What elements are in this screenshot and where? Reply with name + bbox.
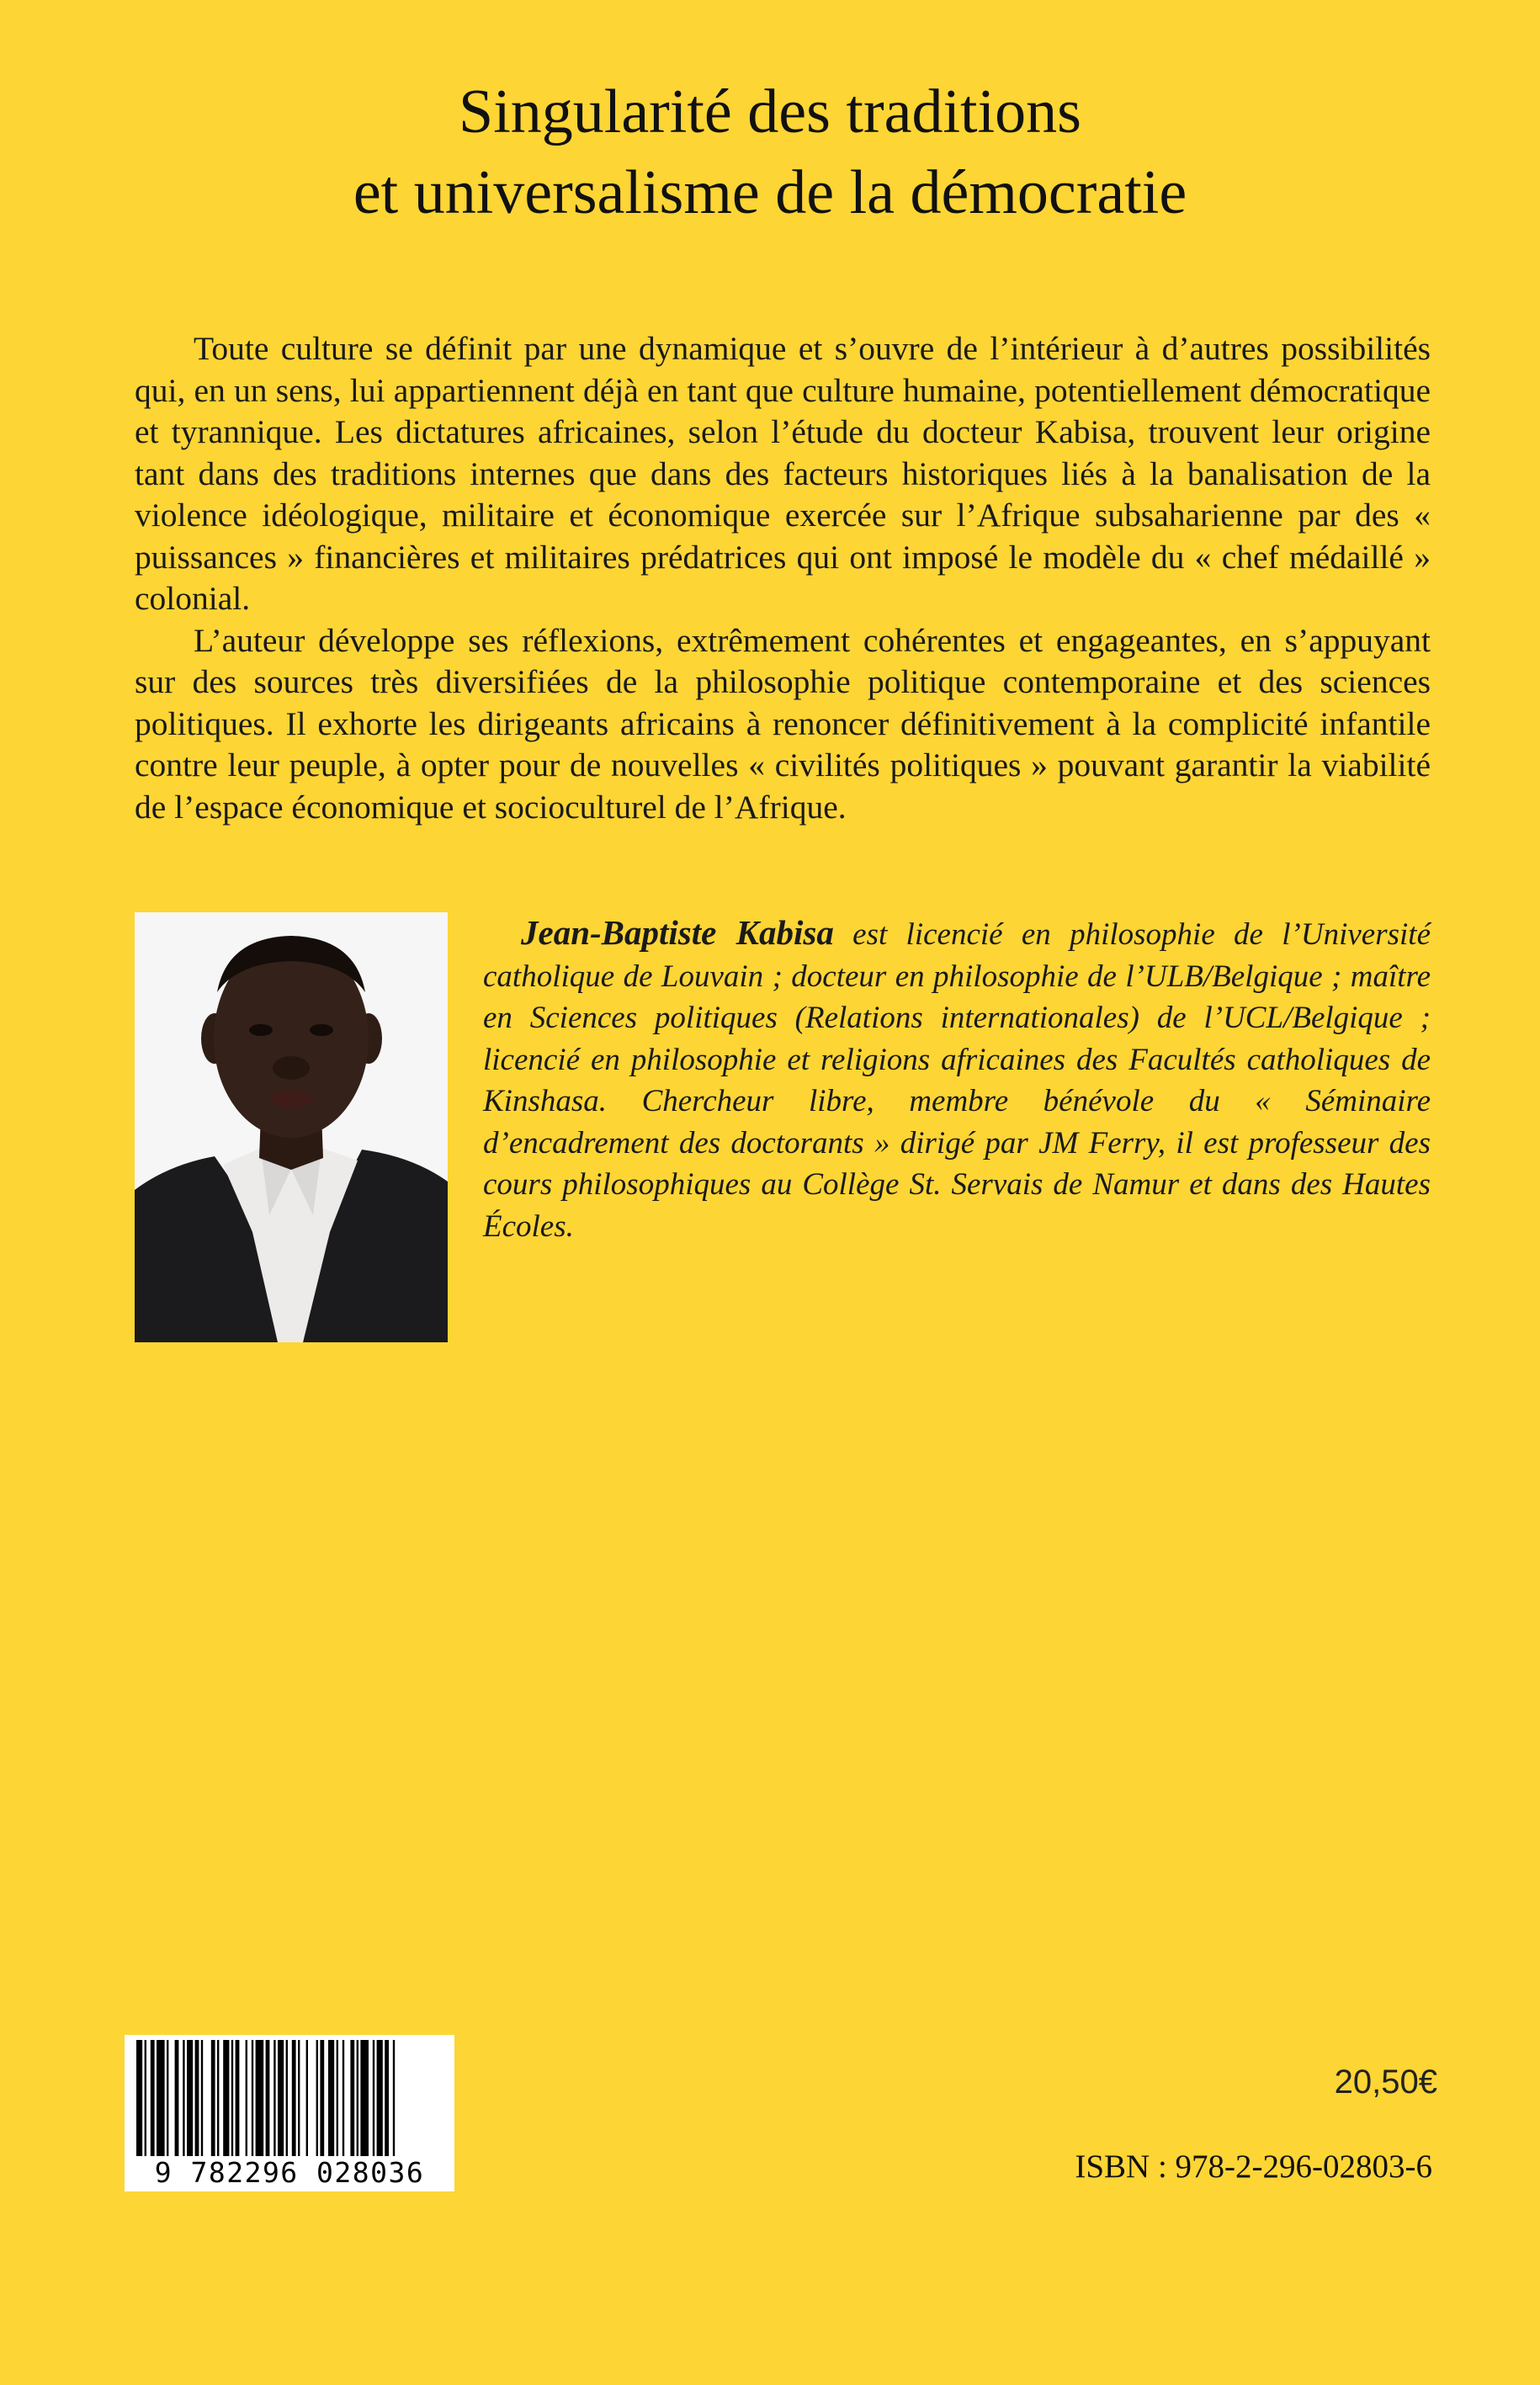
author-name: Jean-Baptiste Kabisa <box>521 913 834 952</box>
barcode <box>125 2035 454 2191</box>
title-line-2: et universalisme de la démocratie <box>353 158 1187 227</box>
blurb <box>135 328 1431 828</box>
isbn: ISBN : 978-2-296-02803-6 <box>1075 2149 1432 2185</box>
barcode-digits: 9 782296 028036 <box>125 2156 454 2190</box>
book-title <box>0 72 1540 233</box>
author-photo <box>135 912 448 1342</box>
price: 20,50€ <box>1334 2064 1437 2101</box>
title-line-1: Singularité des traditions <box>459 77 1081 146</box>
author-bio-text: est licencié en philosophie de l’Université catholique de Louvain ; docteur en philosophie de l’ULB/Belgique ; maître en Sciences politiques (Relations internationales) de l’UCL/Belgique ; licencié en philosophie et religions africaines des Facultés catholiques de Kinshasa. Chercheur libre, membre bénévole du « Séminaire d’encadrement des doctorants » dirigé par JM Ferry, il est professeur des cours philosophiques au Collège St. Servais de Namur et dans des Hautes Écoles. <box>483 917 1431 1244</box>
blurb-paragraph-2: L’auteur développe ses réflexions, extrêmement cohérentes et engageantes, en s’appuyant sur des sources très diversifiées de la philosophie politique contemporaine et des sciences politiques. Il exhorte les dirigeants africains à renoncer définitivement à la complicité infantile contre leur peuple, à opter pour de nouvelles « civilités politiques » pouvant garantir la viabilité de l’espace économique et socioculturel de l’Afrique. <box>135 621 1431 826</box>
blurb-paragraph-1: Toute culture se définit par une dynamique et s’ouvre de l’intérieur à d’autres possibilités qui, en un sens, lui appartiennent déjà en tant que culture humaine, potentiellement démocratique et tyrannique. Les dictatures africaines, selon l’étude du docteur Kabisa, trouvent leur origine tant dans des traditions internes que dans des facteurs historiques liés à la banalisation de la violence idéologique, militaire et économique exercée sur l’Afrique subsaharienne par des « puissances » financières et militaires prédatrices qui ont imposé le modèle du « chef médaillé » colonial. <box>135 330 1431 617</box>
barcode-bars <box>125 2035 454 2161</box>
author-bio <box>483 912 1431 1247</box>
